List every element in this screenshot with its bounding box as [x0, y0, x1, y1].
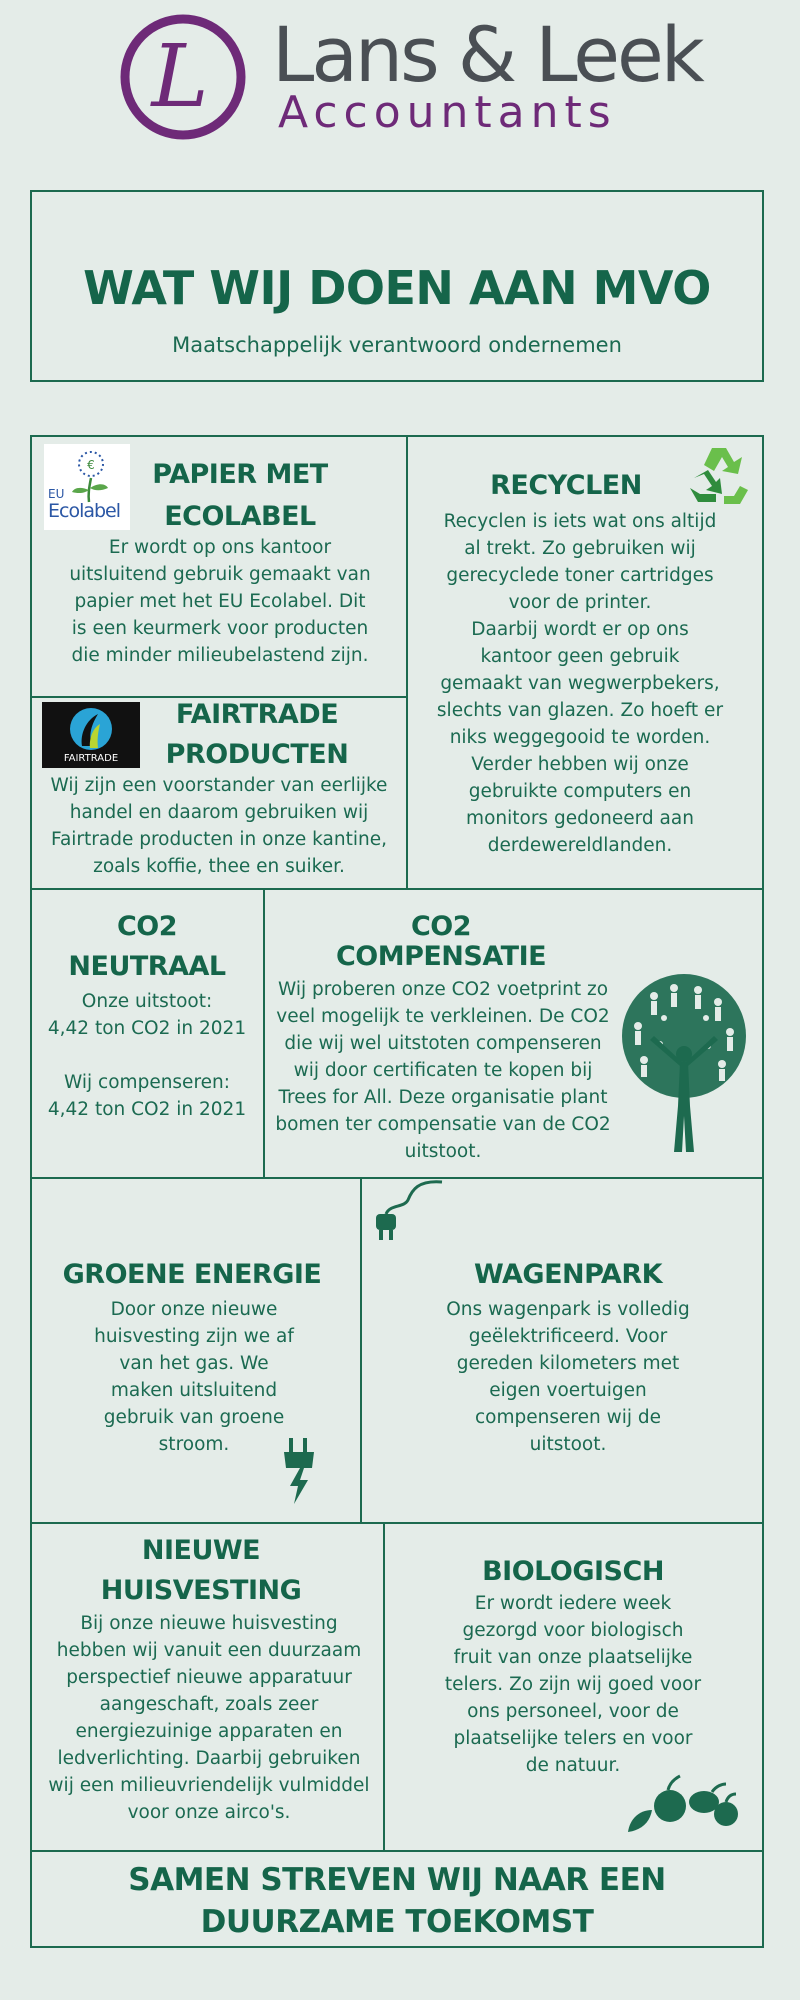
- logo-company-type: Accountants: [278, 87, 617, 138]
- fairtrade-title-line1: FAIRTRADE: [175, 699, 339, 730]
- divider: [263, 888, 265, 1179]
- divider: [360, 1177, 362, 1524]
- divider: [406, 435, 408, 890]
- fairtrade-symbol-icon: [42, 702, 140, 754]
- recyclen-body: Recyclen is iets wat ons altijd al trekt. Zo gebruiken wij gerecyclede toner cartridges voor de printer. Daarbij wordt er op ons kantoor geen gebruik gemaakt van wegwerpbekers, slechts van glazen. Zo hoeft er niks weggegooid te worden. Verder hebben wij onze gebruikte computers en monitors gedoneerd aan derdewereldlanden.: [436, 511, 724, 856]
- divider: [30, 1522, 764, 1524]
- logo-monogram-icon: [118, 14, 248, 140]
- fruit-icon: [624, 1770, 742, 1836]
- logo-monogram-letter: L: [151, 27, 209, 127]
- papier-title-line2: ECOLABEL: [164, 501, 316, 532]
- biologisch-title: BIOLOGISCH: [482, 1556, 664, 1587]
- logo-company-name: Lans & Leek: [272, 10, 702, 99]
- wagenpark-body: Ons wagenpark is volledig geëlektrificeerd. Voor gereden kilometers met eigen voertuigen compenseren wij de uitstoot.: [446, 1299, 690, 1455]
- divider: [30, 1850, 764, 1852]
- co2-neutraal-title-line2: NEUTRAAL: [68, 951, 226, 982]
- lightning-plug-icon: [282, 1438, 316, 1504]
- recyclen-title: RECYCLEN: [490, 470, 642, 501]
- divider: [383, 1522, 385, 1852]
- biologisch-body: Er wordt iedere week gezorgd voor biologisch fruit van onze plaatselijke telers. Zo zijn wij goed voor ons personeel, voor de plaatselijke telers en voor de natuur.: [444, 1593, 702, 1776]
- fairtrade-title-line2: PRODUCTEN: [165, 739, 349, 770]
- huisvesting-title-line2: HUISVESTING: [100, 1575, 302, 1606]
- papier-body: Er wordt op ons kantoor uitsluitend gebruik gemaakt van papier met het EU Ecolabel. Dit is een keurmerk voor producten die minder milieubelastend zijn.: [69, 537, 371, 666]
- fairtrade-icon: [42, 702, 140, 768]
- papier-title-line1: PAPIER MET: [152, 459, 328, 490]
- people-tree-icon: [614, 966, 754, 1156]
- wagenpark-title: WAGENPARK: [473, 1259, 663, 1290]
- groene-energie-title: GROENE ENERGIE: [62, 1259, 322, 1290]
- huisvesting-title-line1: NIEUWE: [141, 1535, 261, 1566]
- page-subtitle: Maatschappelijk verantwoord ondernemen: [172, 333, 622, 357]
- co2-neutraal-title-line1: CO2: [116, 911, 178, 942]
- ecolabel-icon: [44, 444, 130, 530]
- co2-compensatie-body: Wij proberen onze CO2 voetprint zo veel mogelijk te verkleinen. De CO2 die wij wel uitstoten compenseren wij door certificaten te kopen bij Trees for All. Deze organisatie plant bomen ter compensatie van de CO2 uitstoot.: [275, 979, 611, 1162]
- recycle-icon: [686, 444, 752, 508]
- co2-compensatie-title-line2: COMPENSATIE: [335, 941, 547, 972]
- footer-line1: SAMEN STREVEN WIJ NAAR EEN: [128, 1862, 666, 1898]
- co2-compensatie-title-line1: CO2: [410, 911, 472, 942]
- fairtrade-badge-label: FAIRTRADE: [63, 753, 119, 764]
- huisvesting-body: Bij onze nieuwe huisvesting hebben wij vanuit een duurzaam perspectief nieuwe apparatuur aangeschaft, zoals zeer energiezuinige apparaten en ledverlichting. Daarbij gebruiken wij een milieuvriendelijk vulmiddel voor onze airco's.: [48, 1613, 370, 1823]
- groene-energie-body: Door onze nieuwe huisvesting zijn we af van het gas. We maken uitsluitend gebruik van groene stroom.: [94, 1299, 294, 1455]
- divider: [30, 888, 764, 890]
- co2-neutraal-body: Onze uitstoot: 4,42 ton CO2 in 2021 Wij compenseren: 4,42 ton CO2 in 2021: [47, 991, 247, 1120]
- page-title: WAT WIJ DOEN AAN MVO: [83, 261, 711, 315]
- plug-icon: [368, 1178, 450, 1246]
- fairtrade-body: Wij zijn een voorstander van eerlijke handel en daarom gebruiken wij Fairtrade producten in onze kantine, zoals koffie, thee en suiker.: [50, 775, 388, 877]
- svg-text:€: €: [87, 458, 95, 472]
- ecolabel-eu: EU: [48, 487, 65, 501]
- footer-line2: DUURZAME TOEKOMST: [200, 1904, 594, 1940]
- ecolabel-word: Ecolabel: [48, 500, 121, 522]
